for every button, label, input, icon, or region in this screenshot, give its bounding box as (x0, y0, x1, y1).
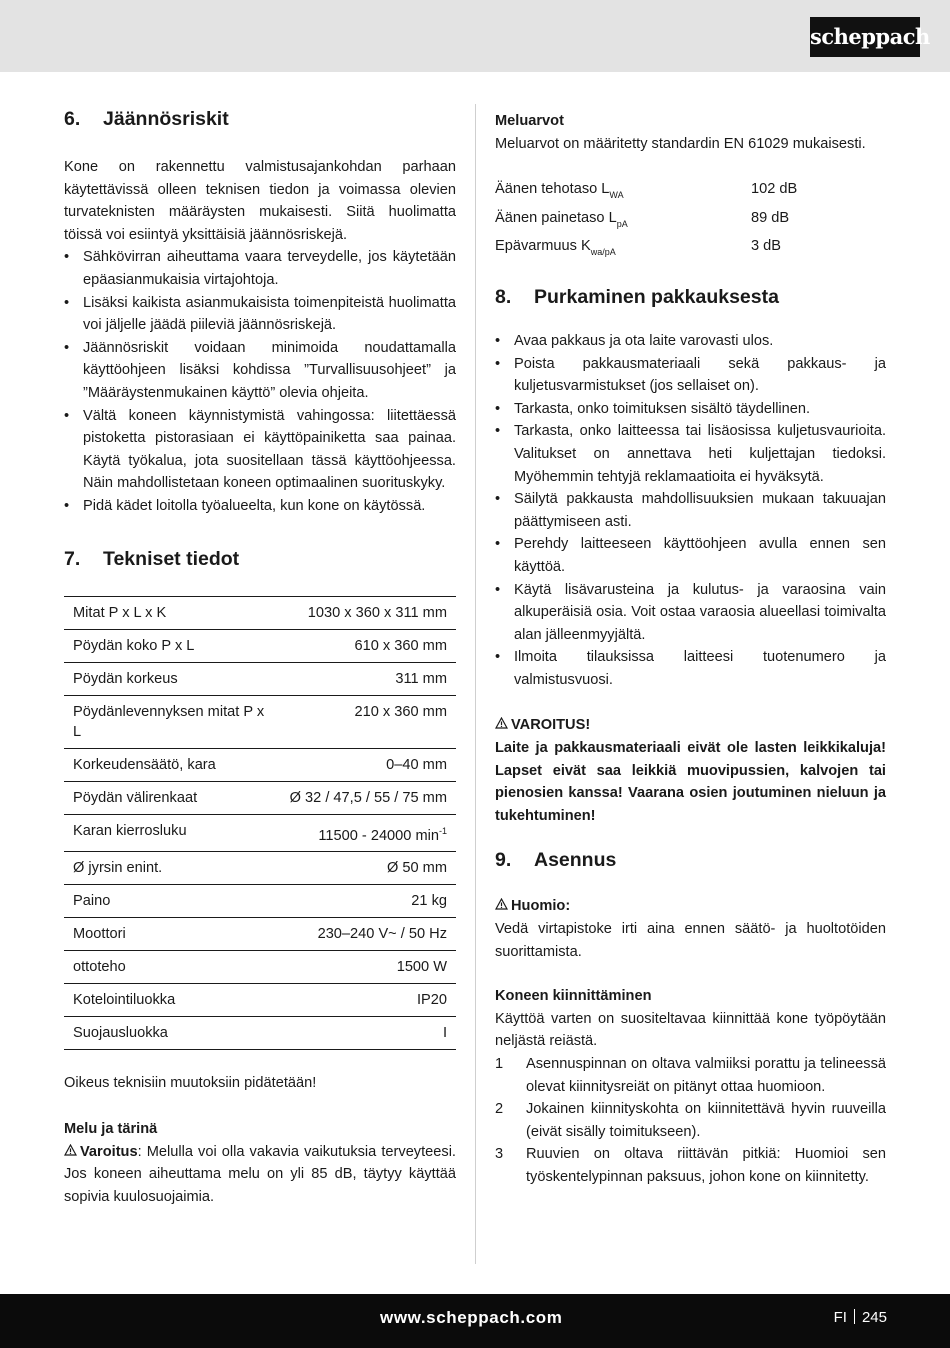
noise-values-text: Meluarvot on määritetty standardin EN 61029 mukaisesti. (495, 135, 866, 152)
section-title: Purkaminen pakkauksesta (534, 285, 779, 308)
list-item: • Tarkasta, onko laitteessa tai lisäosissa kuljetusvaurioita. Valitukset on annettava heti kuljettajan tiedoksi. Myöhemmin tehtyjä reklamaatioita ei hyväksytä. (495, 420, 886, 488)
section-number: 6. (64, 108, 81, 130)
noise-label-text: Epävarmuus K (495, 238, 591, 255)
section-number: 9. (495, 849, 512, 872)
spec-label: Pöydänlevennyksen mitat P x L (64, 695, 281, 748)
table-row (64, 748, 456, 781)
noise-label-text: Äänen tehotaso L (495, 181, 610, 198)
noise-value: 102 dB (751, 181, 798, 198)
table-row (64, 1017, 456, 1050)
spec-value-superscript: -1 (438, 825, 447, 836)
step-number: 3 (495, 1146, 504, 1163)
list-item: • Pidä kädet loitolla työalueelta, kun kone on käytössä. (64, 495, 456, 518)
spec-label: Mitat P x L x K (64, 596, 281, 629)
logo-text: scheppach (810, 24, 930, 49)
step-number: 1 (495, 1056, 504, 1072)
spec-label: ottoteho (64, 951, 281, 984)
noise-value-row (495, 178, 886, 207)
list-item: • Säilytä pakkausta mahdollisuuksien mukaan takuuajan päättymiseen asti. (495, 488, 886, 533)
footer-url[interactable]: www.scheppach.com (380, 1308, 563, 1327)
spec-value: 1500 W (281, 951, 456, 984)
warning-label: Varoitus (80, 1143, 138, 1160)
noise-value-row (495, 235, 886, 264)
warning-icon (495, 714, 511, 737)
noise-heading: Melu ja tärinä (64, 1120, 158, 1137)
spec-value: 230–240 V~ / 50 Hz (281, 918, 456, 951)
spec-value: 0–40 mm (281, 748, 456, 781)
noise-label-subscript: WA (609, 190, 624, 201)
spec-label: Ø jyrsin enint. (64, 852, 281, 885)
table-row (64, 814, 456, 852)
table-row (64, 951, 456, 984)
table-row (64, 852, 456, 885)
page-number-value: 245 (861, 1309, 887, 1326)
spec-label: Korkeudensäätö, kara (64, 748, 281, 781)
table-row (64, 596, 456, 629)
warning-title-text: VAROITUS! (511, 717, 591, 734)
warning-icon (64, 1141, 80, 1164)
list-item (495, 1098, 886, 1143)
step-number: 2 (495, 1101, 504, 1118)
noise-label-subscript: wa/pA (590, 247, 616, 258)
table-row (64, 781, 456, 814)
footer-bar (0, 1294, 950, 1348)
spec-table (64, 596, 456, 1051)
section-title: Tekniset tiedot (103, 547, 240, 570)
list-item: • Sähkövirran aiheuttama vaara terveydelle, jos käytetään epäasianmukaisia virtajohtoja. (64, 246, 456, 291)
spec-label: Paino (64, 885, 281, 918)
table-row (64, 984, 456, 1017)
list-item: • Poista pakkausmateriaali sekä pakkaus- ja kuljetusvarmistukset (jos sellaiset on). (495, 353, 886, 398)
list-item (495, 1143, 886, 1188)
spec-value-text: 11500 - 24000 min (318, 827, 439, 844)
note-title (495, 895, 886, 918)
noise-values-heading: Meluarvot (495, 113, 564, 129)
list-item: • Lisäksi kaikista asianmukaisista toimenpiteistä huolimatta voi jäljelle jäädä piileviä jäännösriskejä. (64, 292, 456, 337)
list-item: • Avaa pakkaus ja ota laite varovasti ulos. (495, 330, 886, 353)
mounting-heading: Koneen kiinnittäminen (495, 988, 652, 1005)
list-item: • Jäännösriskit voidaan minimoida noudattamalla käyttöohjeen lisäksi kohdissa ”Turvallisuusohjeet” ja ”Määräystenmukainen käyttö” olevia ohjeita. (64, 337, 456, 405)
section-8-heading (495, 282, 886, 312)
section-8-bullets (495, 330, 886, 692)
page-number (834, 1309, 887, 1326)
noise-label (495, 207, 751, 236)
language-code: FI (833, 1309, 847, 1326)
warning-icon (495, 895, 511, 918)
spec-label: Karan kierrosluku (64, 814, 281, 852)
noise-value-row (495, 207, 886, 236)
spec-value: 311 mm (281, 662, 456, 695)
column-divider (475, 104, 476, 1264)
section-number: 8. (495, 285, 512, 308)
list-item: • Perehdy laitteeseen käyttöohjeen avulla ennen sen käyttöä. (495, 533, 886, 578)
mounting-text: Käyttöä varten on suositeltavaa kiinnittää kone työpöytään neljästä reiästä. (495, 1010, 886, 1050)
spec-label: Pöydän korkeus (64, 662, 281, 695)
spec-value (281, 814, 456, 852)
noise-values-list (495, 178, 886, 264)
step-text: Ruuvien on oltava riittävän pitkiä: Huomioi sen työskentelypinnan paksuus, johon kone on kiinnitetty. (526, 1146, 886, 1185)
spec-value: 1030 x 360 x 311 mm (281, 596, 456, 629)
section-title: Asennus (534, 849, 617, 872)
section-number: 7. (64, 547, 81, 570)
noise-label (495, 235, 751, 264)
spec-value: 210 x 360 mm (281, 695, 456, 748)
spec-value: Ø 32 / 47,5 / 55 / 75 mm (281, 781, 456, 814)
noise-label (495, 178, 751, 207)
spec-value: I (281, 1017, 456, 1050)
list-item: • Vältä koneen käynnistymistä vahingossa: liitettäessä pistoketta pistorasiaan ei käyttöpainiketta saa painaa. Käytä työkalua, jota suositellaan tässä käyttöohjeessa. Näin mahdollistetaan koneen optimaalinen suorituskyky. (64, 405, 456, 495)
spec-value: IP20 (281, 984, 456, 1017)
list-item: • Käytä lisävarusteina ja kulutus- ja varaosina vain alkuperäisiä osia. Voit ostaa varaosia alueellasi toimivalta alan jälleenmyyjältä. (495, 579, 886, 647)
noise-value: 3 dB (751, 238, 782, 255)
list-item: • Ilmoita tilauksissa laitteesi tuotenumero ja valmistusvuosi. (495, 646, 886, 691)
header-bar (0, 0, 950, 72)
spec-label: Pöydän koko P x L (64, 629, 281, 662)
footer-separator (854, 1309, 855, 1324)
technical-changes-note: Oikeus teknisiin muutoksiin pidätetään! (64, 1075, 317, 1092)
mounting-steps (495, 1053, 886, 1189)
right-column (495, 110, 886, 1189)
list-item: • Tarkasta, onko toimituksen sisältö täydellinen. (495, 398, 886, 421)
noise-warning (64, 1141, 456, 1209)
section-6-intro: Kone on rakennettu valmistusajankohdan parhaan käytettävissä olleen teknisen tiedon ja voimassa olevien turvateknisten määräysten mukaisesti. Siitä huolimatta töissä voi esiintyä yksittäisiä jäännösriskejä. (64, 159, 456, 243)
section-6-heading (64, 104, 456, 134)
scheppach-logo (810, 17, 930, 57)
step-text: Jokainen kiinnityskohta on kiinnitettävä hyvin ruuveilla (eivät sisälly toimitukseen). (526, 1101, 886, 1140)
note-title-text: Huomio: (511, 898, 571, 915)
table-row (64, 662, 456, 695)
spec-value: Ø 50 mm (281, 852, 456, 885)
noise-label-subscript: pA (616, 218, 628, 229)
warning-text: : Melulla voi olla vakavia vaikutuksia terveyteesi. Jos koneen aiheuttama melu on yli 85 dB, täytyy käyttää sopivia kuulosuojaimia. (64, 1143, 456, 1205)
noise-value: 89 dB (751, 209, 790, 226)
packaging-warning-text: Laite ja pakkausmateriaali eivät ole lasten leikkikaluja! Lapset eivät saa leikkiä muovipussien, kalvojen tai pienosien kanssa! Vaarana osien joutuminen nieluun ja tukehtuminen! (495, 740, 886, 824)
spec-value: 21 kg (281, 885, 456, 918)
packaging-warning-title (495, 714, 886, 737)
spec-label: Moottori (64, 918, 281, 951)
spec-label: Kotelointiluokka (64, 984, 281, 1017)
step-text: Asennuspinnan on oltava valmiiksi porattu ja telineessä olevat kiinnitysreiät on pitänyt ottaa huomioon. (526, 1056, 886, 1095)
spec-value: 610 x 360 mm (281, 629, 456, 662)
table-row (64, 918, 456, 951)
list-item (495, 1053, 886, 1098)
section-7-heading (64, 544, 456, 574)
spec-label: Pöydän välirenkaat (64, 781, 281, 814)
note-text: Vedä virtapistoke irti aina ennen säätö- ja huoltotöiden suorittamista. (495, 921, 886, 960)
table-row (64, 885, 456, 918)
left-column (64, 104, 456, 1208)
noise-label-text: Äänen painetaso L (495, 209, 617, 226)
section-9-heading (495, 845, 886, 875)
table-row (64, 695, 456, 748)
section-title: Jäännösriskit (103, 108, 229, 130)
spec-label: Suojausluokka (64, 1017, 281, 1050)
section-6-bullets (64, 246, 456, 517)
table-row (64, 629, 456, 662)
